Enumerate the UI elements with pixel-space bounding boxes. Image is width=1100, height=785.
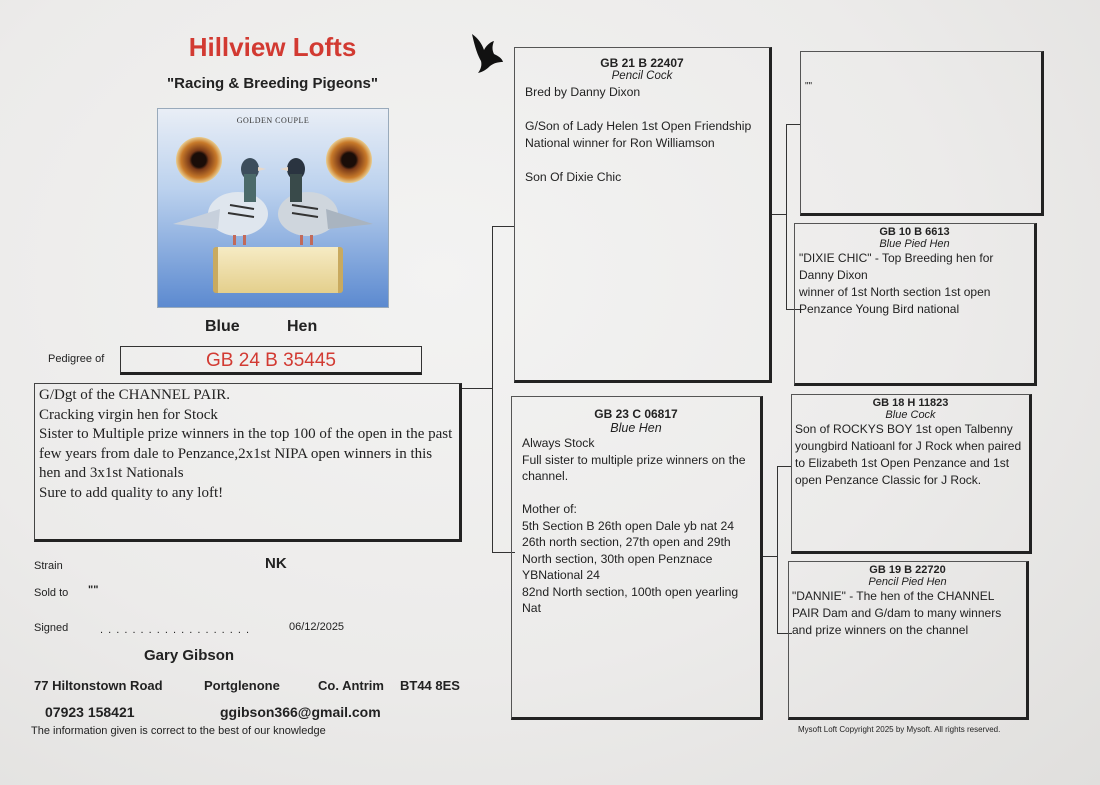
bird-ring-number: GB 24 B 35445 <box>120 346 422 375</box>
loft-title: Hillview Lofts <box>188 32 357 62</box>
dam-to-parents-line <box>763 556 777 557</box>
sire-sire-box <box>800 51 1044 216</box>
breeder-street: 77 Hiltonstown Road <box>34 678 163 693</box>
signed-label: Signed <box>34 622 69 634</box>
sire-sire-notes: "" <box>805 81 813 92</box>
dam-sire-ring: GB 18 H 11823 <box>872 397 949 409</box>
breeder-postcode: BT44 8ES <box>400 678 460 693</box>
sire-dam-colour: Blue Pied Hen <box>879 238 950 250</box>
sire-colour: Pencil Cock <box>611 70 673 82</box>
sold-to-label: Sold to <box>34 587 69 599</box>
subject-connector <box>462 388 492 389</box>
sire-ring: GB 21 B 22407 <box>600 56 684 70</box>
pigeon-silhouette-icon <box>470 32 504 74</box>
dam-sire-notes: Son of ROCKYS BOY 1st open Talbenny youngbird Natioanl for J Rock when paired to Elizabeth 1st Open Penzance and 1st open Penzance Classic for J Rock. <box>795 422 1022 487</box>
dam-dam-ring: GB 19 B 22720 <box>869 564 946 576</box>
photo-caption: GOLDEN COUPLE <box>236 116 310 125</box>
pair-photo <box>157 108 389 308</box>
scroll-image <box>213 247 343 293</box>
dam-box <box>511 396 763 720</box>
dam-sire-box <box>791 394 1032 554</box>
dam-sire-colour: Blue Cock <box>885 409 936 421</box>
breeder-county: Co. Antrim <box>318 678 384 693</box>
breeder-phone: 07923 158421 <box>45 704 135 720</box>
signature-line: . . . . . . . . . . . . . . . . . . . <box>100 624 251 636</box>
disclaimer: The information given is correct to the best of our knowledge <box>31 725 326 737</box>
sire-dam-ring: GB 10 B 6613 <box>879 226 950 238</box>
sire-dam-notes: "DIXIE CHIC" - Top Breeding hen for Danny Dixon winner of 1st North section 1st open Penzance Young Bird national <box>799 251 994 316</box>
sire-dam-box <box>794 223 1037 386</box>
breeder-name: Gary Gibson <box>144 647 235 664</box>
strain-label: Strain <box>34 560 63 572</box>
dam-dam-notes: "DANNIE" - The hen of the CHANNEL PAIR Dam and G/dam to many winners and prize winners on the channel <box>792 589 1002 637</box>
breeder-town: Portglenone <box>204 678 280 693</box>
pedigree-label: Pedigree of <box>48 353 105 365</box>
bird-description: G/Dgt of the CHANNEL PAIR. Cracking virgin hen for Stock Sister to Multiple prize winners in the top 100 of the open in the past few years from dale to Penzance,2x1st NIPA open winners in this hen and 3x1st Nationals Sure to add quality to any loft! <box>34 383 462 542</box>
dam-colour: Blue Hen <box>610 421 662 435</box>
bird-color: Blue <box>205 318 240 335</box>
dam-dam-box <box>788 561 1029 720</box>
sire-to-parents-line <box>772 214 786 215</box>
loft-subtitle: "Racing & Breeding Pigeons" <box>167 75 378 92</box>
copyright-notice: Mysoft Loft Copyright 2025 by Mysoft. All rights reserved. <box>798 725 1001 734</box>
sold-to-value: "" <box>88 584 99 596</box>
bird-sex: Hen <box>287 318 318 335</box>
signed-date: 06/12/2025 <box>289 621 345 633</box>
pigeon-pair-image <box>158 129 388 249</box>
sire-notes: Bred by Danny Dixon G/Son of Lady Helen 1st Open Friendship National winner for Ron Williamson Son Of Dixie Chic <box>525 85 752 184</box>
dam-dam-colour: Pencil Pied Hen <box>868 576 947 588</box>
dam-ring: GB 23 C 06817 <box>594 407 678 421</box>
dam-notes: Always Stock Full sister to multiple prize winners on the channel. Mother of: 5th Section B 26th open Dale yb nat 24 26th north section, 27th open and 29th North section, 30th open Penznace YBNational 24 82nd North section, 100th open yearling Nat <box>522 436 746 615</box>
breeder-email: ggibson366@gmail.com <box>220 704 381 720</box>
sire-box <box>514 47 772 383</box>
strain-value: NK <box>265 555 287 572</box>
